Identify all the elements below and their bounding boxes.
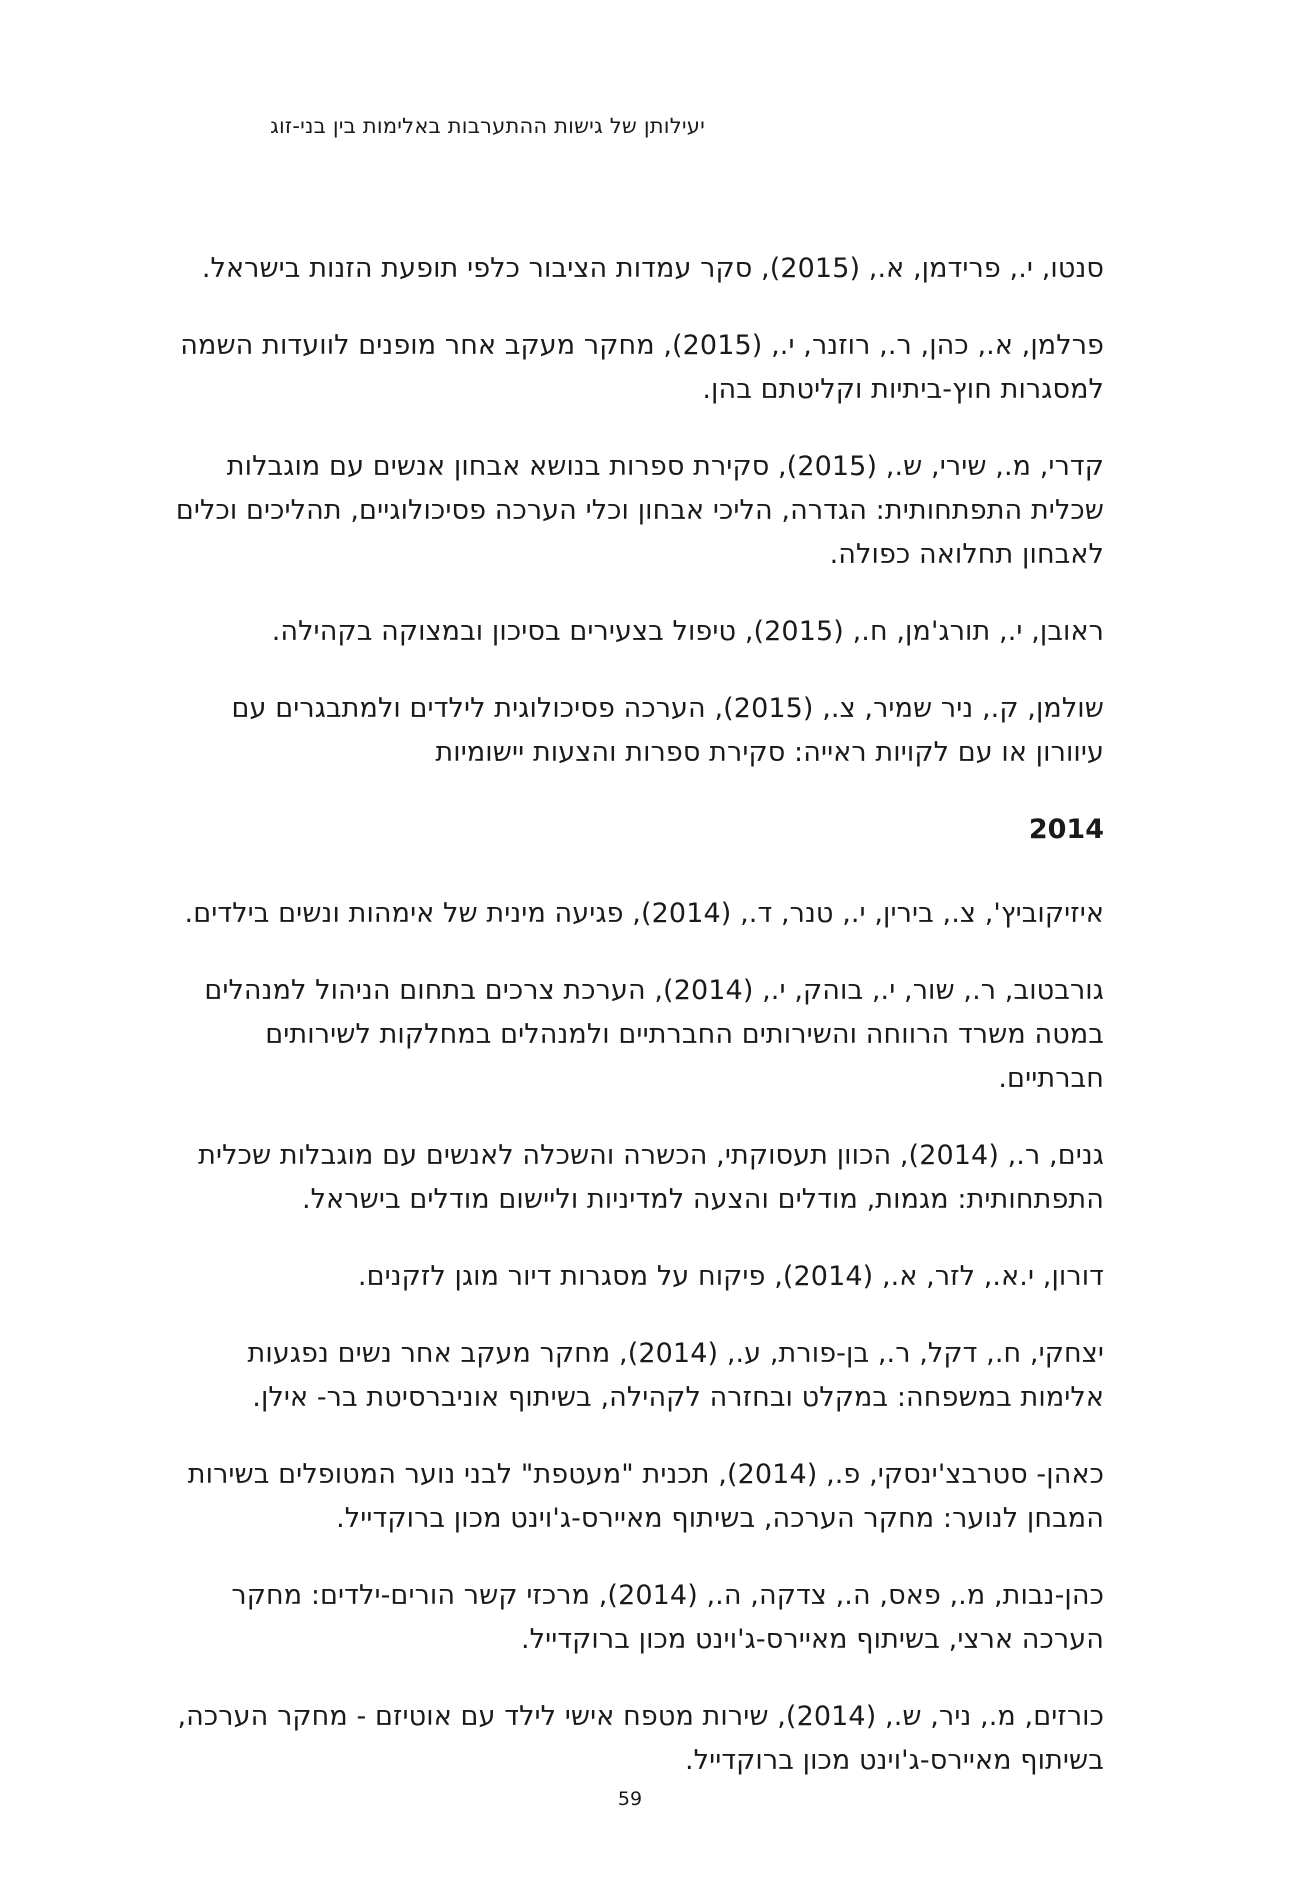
reference-entry: פרלמן, א., כהן, ר., רוזנר, י., (2015), מחקר מעקב אחר מופנים לוועדות השמה למסגרות חוץ-ביתיות וקליטתם בהן. [180,330,1104,405]
reference-entry: יצחקי, ח., דקל, ר., בן-פורת, ע., (2014), מחקר מעקב אחר נשים נפגעות אלימות במשפחה: במקלט ובחזרה לקהילה, בשיתוף אוניברסיטת בר- אילן. [247,1338,1104,1413]
reference-entry: איזיקוביץ', צ., בירין, י., טנר, ד., (2014), פגיעה מינית של אימהות ונשים בילדים. [184,898,1104,929]
bibliography-list [158,247,1104,1816]
reference-entry: סנטו, י., פרידמן, א., (2015), סקר עמדות הציבור כלפי תופעת הזנות בישראל. [201,253,1104,284]
reference-entry: כאהן- סטרבצ'ינסקי, פ., (2014), תכנית "מעטפת" לבני נוער המטופלים בשירות המבחן לנוער: מחקר הערכה, בשיתוף מאיירס-ג'וינט מכון ברוקדייל. [187,1459,1104,1534]
reference-entry: שולמן, ק., ניר שמיר, צ., (2015), הערכה פסיכולוגית לילדים ולמתבגרים עם עיוורון או עם לקויות ראייה: סקירת ספרות והצעות יישומיות [231,693,1104,768]
page-number: 59 [617,1788,643,1810]
reference-entry: כהן-נבות, מ., פאס, ה., צדקה, ה., (2014), מרכזי קשר הורים-ילדים: מחקר הערכה ארצי, בשיתוף מאיירס-ג'וינט מכון ברוקדייל. [231,1580,1104,1655]
reference-entry: דורון, י.א., לזר, א., (2014), פיקוח על מסגרות דיור מוגן לזקנים. [357,1261,1104,1292]
reference-entry: גנים, ר., (2014), הכוון תעסוקתי, הכשרה והשכלה לאנשים עם מוגבלות שכלית התפתחותית: מגמות, מודלים והצעה למדיניות וליישום מודלים בישראל. [198,1140,1104,1215]
reference-entry: גורבטוב, ר., שור, י., בוהק, י., (2014), הערכת צרכים בתחום הניהול למנהלים במטה משרד הרווחה והשירותים החברתיים ולמנהלים במחלקות לשירותים חברתיים. [204,975,1104,1094]
reference-entry: כורזים, מ., ניר, ש., (2014), שירות מטפח אישי לילד עם אוטיזם - מחקר הערכה, בשיתוף מאיירס-ג'וינט מכון ברוקדייל. [177,1701,1104,1776]
reference-entry: קדרי, מ., שירי, ש., (2015), סקירת ספרות בנושא אבחון אנשים עם מוגבלות שכלית התפתחותית: הגדרה, הליכי אבחון וכלי הערכה פסיכולוגיים, תהליכים וכלים לאבחון תחלואה כפולה. [175,451,1104,570]
reference-entry: ראובן, י., תורג'מן, ח., (2015), טיפול בצעירים בסיכון ובמצוקה בקהילה. [271,616,1104,647]
year-heading: 2014 [1028,814,1104,845]
running-header: יעילותן של גישות ההתערבות באלימות בין בני-זוג [270,114,705,138]
